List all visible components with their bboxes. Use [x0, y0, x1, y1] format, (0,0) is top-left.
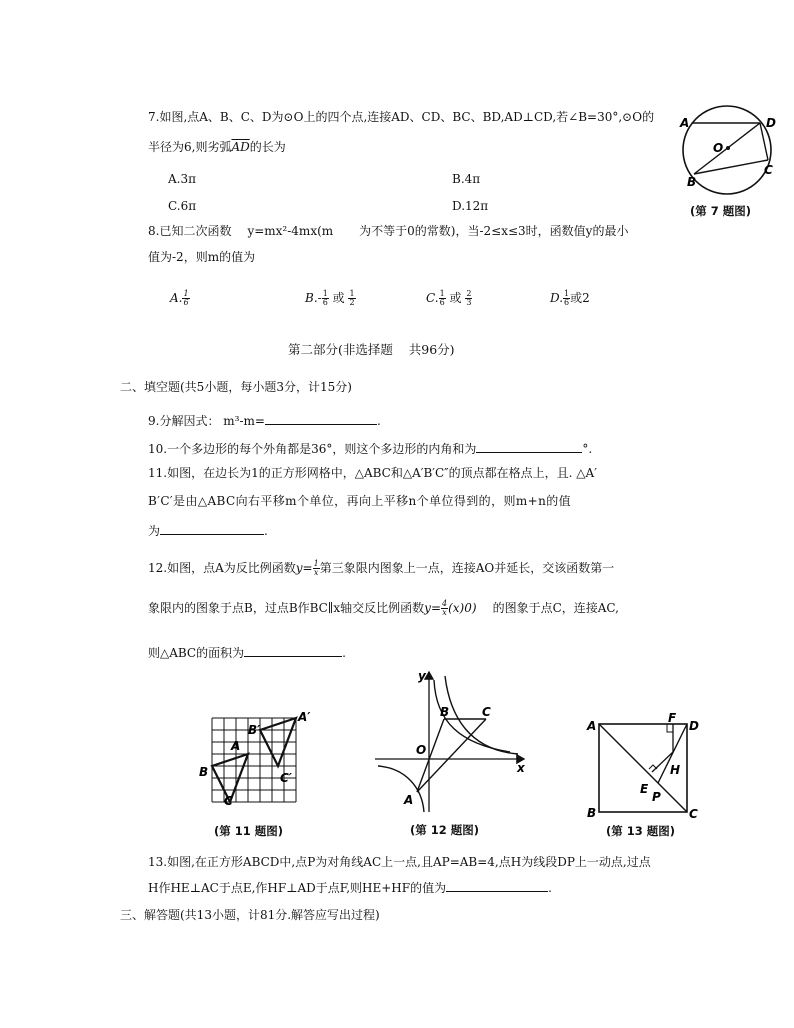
- fig12-label-o: O: [416, 743, 427, 757]
- fig13-caption: (第 13 题图): [606, 824, 676, 838]
- q8-option-d-den: 6: [564, 298, 570, 307]
- fig13-label-c: C: [689, 807, 698, 821]
- q8-option-b: [305, 290, 356, 307]
- fig13-label-p: P: [652, 790, 661, 804]
- fig7-label-o: O: [713, 141, 724, 155]
- q11-line1: 11.如图，在边长为1的正方形网格中，△ABC和△A′B′C″的顶点都在格点上，且. △A′: [148, 466, 597, 480]
- q13-line2: [148, 879, 552, 895]
- q12-fn1-y: y: [295, 561, 303, 575]
- q8-line1-a: 8.已知二次函数: [148, 224, 232, 238]
- fig11-caption: (第 11 题图): [214, 824, 284, 838]
- q8-option-a-den: 6: [183, 298, 189, 307]
- q8-option-c: [426, 290, 472, 307]
- q8-option-c-den2: 3: [466, 298, 472, 307]
- fig13-label-b: B: [587, 806, 597, 820]
- section3-heading: 三、解答题(共13小题，计81分.解答应写出过程): [120, 908, 380, 922]
- q11-end: .: [264, 524, 268, 538]
- fig11-label-b: B: [199, 765, 209, 779]
- q12-fn1-eq: =: [302, 561, 313, 575]
- q8-option-c-den1: 6: [439, 298, 445, 307]
- q7-line2: [148, 140, 286, 154]
- fig7-circle: [683, 106, 771, 194]
- q8-option-a-prefix: A.: [170, 291, 183, 305]
- q10-end: °.: [582, 442, 593, 456]
- q11-line3: [148, 522, 268, 538]
- q8-option-c-or: 或: [449, 291, 462, 305]
- q7-line2-b: 的长为: [249, 140, 286, 154]
- q7-option-d: D.12π: [452, 199, 489, 213]
- q12-line3-a: 则△ABC的面积为: [148, 646, 245, 660]
- q13-line2-a: H作HE⊥AC于点E,作HF⊥AD于点F,则HE+HF的值为: [148, 881, 447, 895]
- q8-option-b-prefix: B.-: [305, 291, 322, 305]
- fig7-label-a: A: [680, 116, 690, 130]
- section2-heading: 二、填空题(共5小题，每小题3分，计15分): [120, 380, 352, 394]
- q7-line1: 7.如图,点A、B、C、D为⊙O上的四个点,连接AD、CD、BC、BD,AD⊥CD,若∠B=30°,⊙O的: [148, 110, 655, 124]
- q12-line1: [148, 560, 614, 577]
- q12-fn2-den: x: [442, 608, 447, 617]
- q12-fn2-eq: =: [430, 601, 442, 615]
- q8-option-c-num1: 1: [439, 289, 445, 298]
- q13-line1: 13.如图,在正方形ABCD中,点P为对角线AC上一点,且AP=AB=4,点H为线段DP上一动点,过点: [148, 855, 651, 869]
- q7-arc-ad: $\overline{AD}$: [231, 140, 250, 154]
- q8-option-c-prefix: C.: [426, 291, 439, 305]
- q11-answer-blank[interactable]: [160, 522, 264, 535]
- q10: [148, 440, 592, 456]
- q12-line1-a: 12.如图，点A为反比例函数: [148, 561, 296, 575]
- q11-line3-a: 为: [148, 524, 161, 538]
- fig11-label-a: A: [231, 739, 241, 753]
- fig11-label-c: C: [224, 794, 233, 806]
- q10-text: 10.一个多边形的每个外角都是36°，则这个多边形的内角和为: [148, 442, 477, 456]
- q10-answer-blank[interactable]: [476, 440, 582, 453]
- q12-line3: [148, 644, 346, 660]
- q9-end: .: [376, 414, 381, 428]
- q8-line1: [148, 224, 628, 238]
- fig13-label-a: A: [587, 719, 597, 733]
- q8-function: y=mx²-4mx(m: [247, 224, 334, 238]
- q8-option-d: [550, 290, 590, 307]
- q12-fn2-cond: (x)0): [448, 601, 477, 615]
- q12-line2-b: 的图象于点C，连接AC,: [492, 601, 619, 615]
- fig12-label-a: A: [404, 793, 414, 807]
- q8-option-b-num1: 1: [322, 289, 328, 298]
- fig13-label-f: F: [668, 711, 677, 725]
- q12-fn2-num: 4: [442, 599, 448, 608]
- q12-line2-a: 象限内的图象于点B，过点B作BC∥x轴交反比例函数: [148, 601, 425, 615]
- fig13-label-h: H: [670, 763, 681, 777]
- q12-fn1-den: x: [313, 568, 319, 577]
- q8-option-b-num2: 1: [349, 289, 355, 298]
- part2-title: 第二部分(非选择题 共96分): [288, 342, 455, 357]
- fig12-caption: (第 12 题图): [410, 823, 480, 837]
- q12-fn1-num: 1: [313, 559, 319, 568]
- fig12-label-c: C: [482, 705, 491, 719]
- q8-option-b-den1: 6: [322, 298, 328, 307]
- q8-line2: 值为-2，则m的值为: [148, 250, 256, 264]
- fig12-graph-diagram: [370, 662, 530, 814]
- q7-line2-a: 半径为6,则劣弧: [148, 140, 232, 154]
- fig11-grid-diagram: [196, 704, 326, 806]
- fig7-circle-diagram: [676, 100, 786, 200]
- q8-option-a-num: 1: [183, 289, 189, 298]
- fig13-label-d: D: [689, 719, 699, 733]
- q8-option-b-or: 或: [332, 291, 345, 305]
- q12-line1-b: 第三象限内图象上一点，连接AO并延长，交该函数第一: [319, 561, 615, 575]
- fig7-label-b: B: [687, 175, 697, 189]
- q12-fn2-y: y: [424, 601, 431, 615]
- fig12-curve-1-over-x-q3: [378, 766, 424, 812]
- q8-option-d-suffix: 或2: [570, 291, 590, 305]
- q8-option-b-den2: 2: [349, 298, 355, 307]
- q7-option-b: B.4π: [452, 172, 481, 186]
- q8-option-d-prefix: D.: [550, 291, 564, 305]
- q11-line2: B′C′是由△ABC向右平移m个单位，再向上平移n个单位得到的，则m+n的值: [148, 494, 572, 508]
- fig7-label-d: D: [766, 116, 776, 130]
- fig12-label-y: y: [418, 669, 426, 683]
- q7-option-c: C.6π: [168, 199, 197, 213]
- fig13-square-diagram: [582, 710, 702, 822]
- fig12-label-x: x: [517, 761, 525, 775]
- fig12-label-b: B: [440, 705, 450, 719]
- fig7-label-c: C: [764, 163, 773, 177]
- q9-answer-blank[interactable]: [265, 412, 377, 425]
- fig11-label-c2: C′: [280, 771, 292, 785]
- q9: [148, 412, 381, 428]
- q7-option-a: A.3π: [168, 172, 197, 186]
- q8-option-a: [170, 290, 190, 307]
- fig12-line-ac: [417, 719, 486, 792]
- fig11-label-b2: B′: [248, 723, 261, 737]
- q12-end: .: [342, 646, 346, 660]
- q13-end: .: [548, 881, 552, 895]
- q12-answer-blank[interactable]: [244, 644, 342, 657]
- q9-text: 9.分解因式： m³-m=: [148, 414, 265, 428]
- q13-answer-blank[interactable]: [446, 879, 548, 892]
- q8-option-d-num: 1: [564, 289, 570, 298]
- fig13-label-e: E: [640, 782, 649, 796]
- q12-line2: [148, 600, 619, 617]
- fig7-caption: (第 7 题图): [690, 204, 752, 218]
- q8-option-c-num2: 2: [466, 289, 472, 298]
- fig11-label-a2: A′: [298, 710, 311, 724]
- q8-line1-c: 为不等于0的常数)，当-2≤x≤3时，函数值y的最小: [359, 224, 629, 238]
